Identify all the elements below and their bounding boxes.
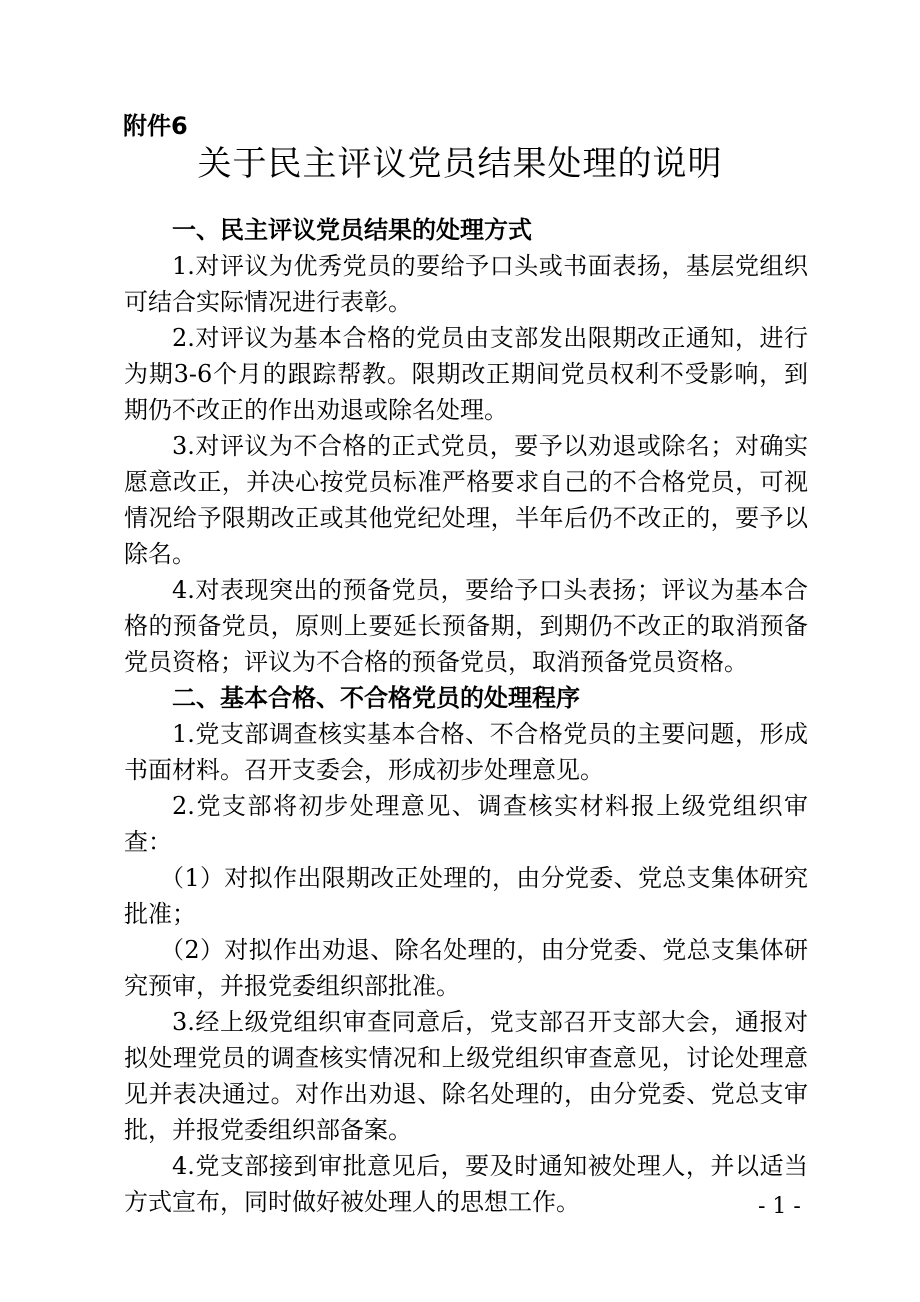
section2-paragraph-2: 2.党支部将初步处理意见、调查核实材料报上级党组织审查： — [124, 792, 808, 856]
section1-heading: 一、民主评议党员结果的处理方式 — [172, 216, 532, 244]
section1-paragraph-3: 3.对评议为不合格的正式党员，要予以劝退或除名；对确实愿意改正，并决心按党员标准严格要求自己的不合格党员，可视情况给予限期改正或其他党纪处理，半年后仍不改正的，要予以除名。 — [124, 432, 808, 568]
attachment-label: 附件6 — [123, 112, 188, 140]
section2-paragraph-1: 1.党支部调查核实基本合格、不合格党员的主要问题，形成书面材料。召开支委会，形成初步处理意见。 — [124, 720, 808, 784]
document-title: 关于民主评议党员结果处理的说明 — [197, 144, 723, 184]
section2-paragraph-4: 4.党支部接到审批意见后，要及时通知被处理人，并以适当方式宣布，同时做好被处理人的思想工作。 — [124, 1152, 808, 1216]
section1-paragraph-1: 1.对评议为优秀党员的要给予口头或书面表扬，基层党组织可结合实际情况进行表彰。 — [124, 252, 808, 316]
document-body — [124, 212, 808, 1220]
section2-subitem-1: （1）对拟作出限期改正处理的，由分党委、党总支集体研究批准； — [124, 864, 808, 928]
section2-paragraph-3: 3.经上级党组织审查同意后，党支部召开支部大会，通报对拟处理党员的调查核实情况和上级党组织审查意见，讨论处理意见并表决通过。对作出劝退、除名处理的，由分党委、党总支审批，并报党委组织部备案。 — [124, 1008, 808, 1144]
section2-subitem-2: （2）对拟作出劝退、除名处理的，由分党委、党总支集体研究预审，并报党委组织部批准。 — [124, 936, 808, 1000]
page-number: - 1 - — [758, 1194, 801, 1219]
section1-paragraph-2: 2.对评议为基本合格的党员由支部发出限期改正通知，进行为期3-6个月的跟踪帮教。限期改正期间党员权利不受影响，到期仍不改正的作出劝退或除名处理。 — [124, 324, 808, 424]
section1-paragraph-4: 4.对表现突出的预备党员，要给予口头表扬；评议为基本合格的预备党员，原则上要延长预备期，到期仍不改正的取消预备党员资格；评议为不合格的预备党员，取消预备党员资格。 — [124, 576, 808, 676]
section2-heading: 二、基本合格、不合格党员的处理程序 — [172, 684, 580, 712]
